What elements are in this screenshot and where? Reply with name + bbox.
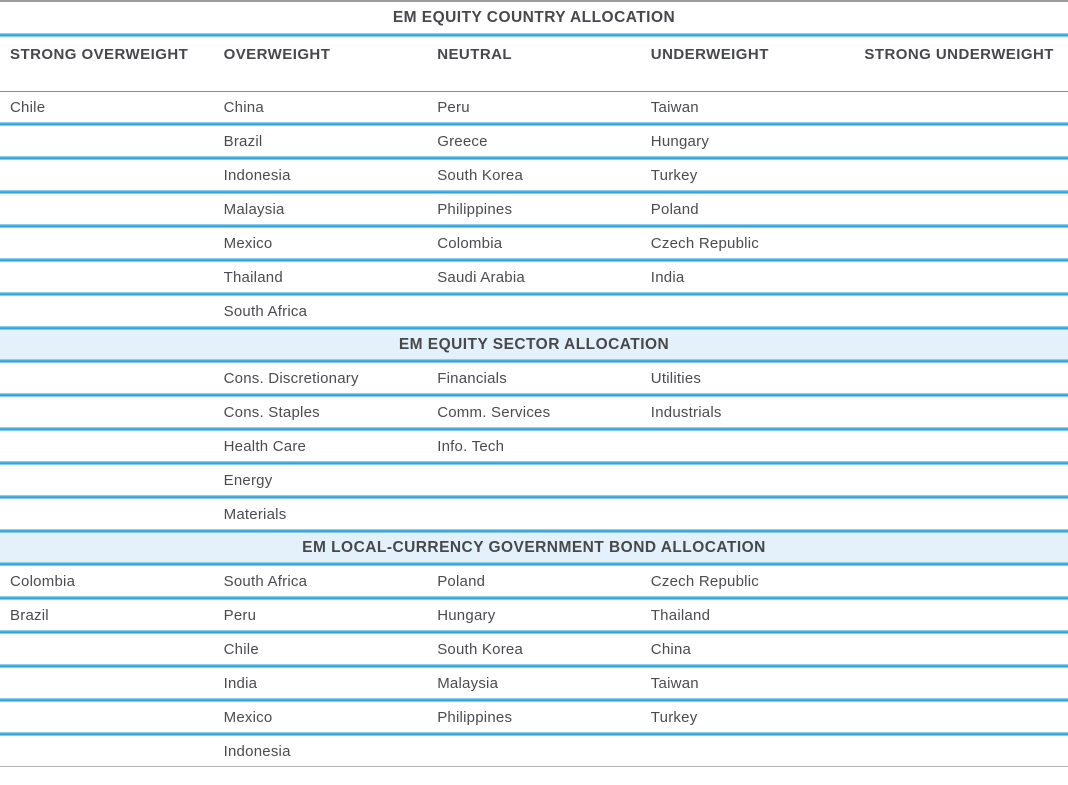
table-cell: Materials [223, 505, 287, 523]
table-cell: Turkey [650, 166, 698, 184]
table-cell: Malaysia [223, 200, 285, 218]
table-cell: Indonesia [223, 166, 291, 184]
table-cell: Utilities [650, 369, 702, 387]
sector-allocation-rows [0, 363, 1068, 529]
bottom-border-line [0, 766, 1068, 767]
section-title: EM EQUITY COUNTRY ALLOCATION [392, 8, 676, 26]
table-cell: Peru [437, 98, 470, 116]
bond-allocation-rows [0, 566, 1068, 766]
table-row [0, 397, 1068, 427]
table-cell: Poland [650, 200, 699, 218]
column-header-overweight: OVERWEIGHT [223, 46, 331, 63]
table-row [0, 363, 1068, 393]
table-cell: Poland [437, 572, 486, 590]
column-header-row [0, 37, 1068, 91]
table-cell: Czech Republic [650, 572, 759, 590]
table-cell: Hungary [650, 132, 710, 150]
table-cell: Brazil [10, 606, 49, 624]
table-cell: Colombia [437, 234, 503, 252]
section-title: EM LOCAL-CURRENCY GOVERNMENT BOND ALLOCATION [302, 538, 766, 556]
table-cell: Mexico [223, 234, 273, 252]
table-row [0, 499, 1068, 529]
table-cell: Info. Tech [437, 437, 505, 455]
table-cell: Mexico [223, 708, 273, 726]
table-cell: Energy [223, 471, 273, 489]
table-cell: South Korea [437, 166, 524, 184]
table-cell: Malaysia [437, 674, 499, 692]
table-cell: South Korea [437, 640, 524, 658]
table-cell: Financials [437, 369, 507, 387]
table-cell: South Africa [223, 302, 308, 320]
table-cell: Cons. Staples [223, 403, 320, 421]
table-cell: Saudi Arabia [437, 268, 525, 286]
table-cell: Thailand [223, 268, 283, 286]
table-cell: India [650, 268, 685, 286]
country-allocation-rows [0, 92, 1068, 326]
table-row [0, 634, 1068, 664]
table-cell: Thailand [650, 606, 711, 624]
table-row [0, 702, 1068, 732]
table-row [0, 160, 1068, 190]
table-cell: Hungary [437, 606, 496, 624]
table-cell: Peru [223, 606, 257, 624]
table-cell: Industrials [650, 403, 722, 421]
table-row [0, 566, 1068, 596]
table-cell: South Africa [223, 572, 308, 590]
column-header-strong-underweight: STRONG UNDERWEIGHT [864, 46, 1054, 63]
column-header-underweight: UNDERWEIGHT [650, 46, 769, 63]
table-cell: Chile [10, 98, 46, 116]
table-row [0, 296, 1068, 326]
table-cell: Philippines [437, 200, 513, 218]
section-header-country-allocation [0, 2, 1068, 33]
table-cell: Indonesia [223, 742, 291, 760]
table-cell: Taiwan [650, 674, 699, 692]
section-title: EM EQUITY SECTOR ALLOCATION [398, 335, 670, 353]
table-cell: Czech Republic [650, 234, 759, 252]
table-row [0, 465, 1068, 495]
table-cell: Chile [223, 640, 259, 658]
table-cell: Brazil [223, 132, 263, 150]
table-cell: Cons. Discretionary [223, 369, 359, 387]
table-row [0, 126, 1068, 156]
table-row [0, 194, 1068, 224]
table-cell: Greece [437, 132, 488, 150]
table-row [0, 262, 1068, 292]
table-row [0, 668, 1068, 698]
table-row [0, 736, 1068, 766]
table-cell: China [650, 640, 692, 658]
table-row [0, 431, 1068, 461]
table-row [0, 228, 1068, 258]
table-row [0, 92, 1068, 122]
table-cell: Philippines [437, 708, 513, 726]
section-header-bond-allocation [0, 533, 1068, 562]
table-row [0, 600, 1068, 630]
section-header-sector-allocation [0, 330, 1068, 359]
table-cell: Comm. Services [437, 403, 551, 421]
table-cell: Turkey [650, 708, 698, 726]
table-cell: India [223, 674, 258, 692]
table-cell: China [223, 98, 264, 116]
column-header-strong-overweight: STRONG OVERWEIGHT [10, 46, 189, 63]
table-cell: Health Care [223, 437, 307, 455]
table-cell: Taiwan [650, 98, 699, 116]
table-cell: Colombia [10, 572, 76, 590]
column-header-neutral: NEUTRAL [437, 46, 512, 63]
